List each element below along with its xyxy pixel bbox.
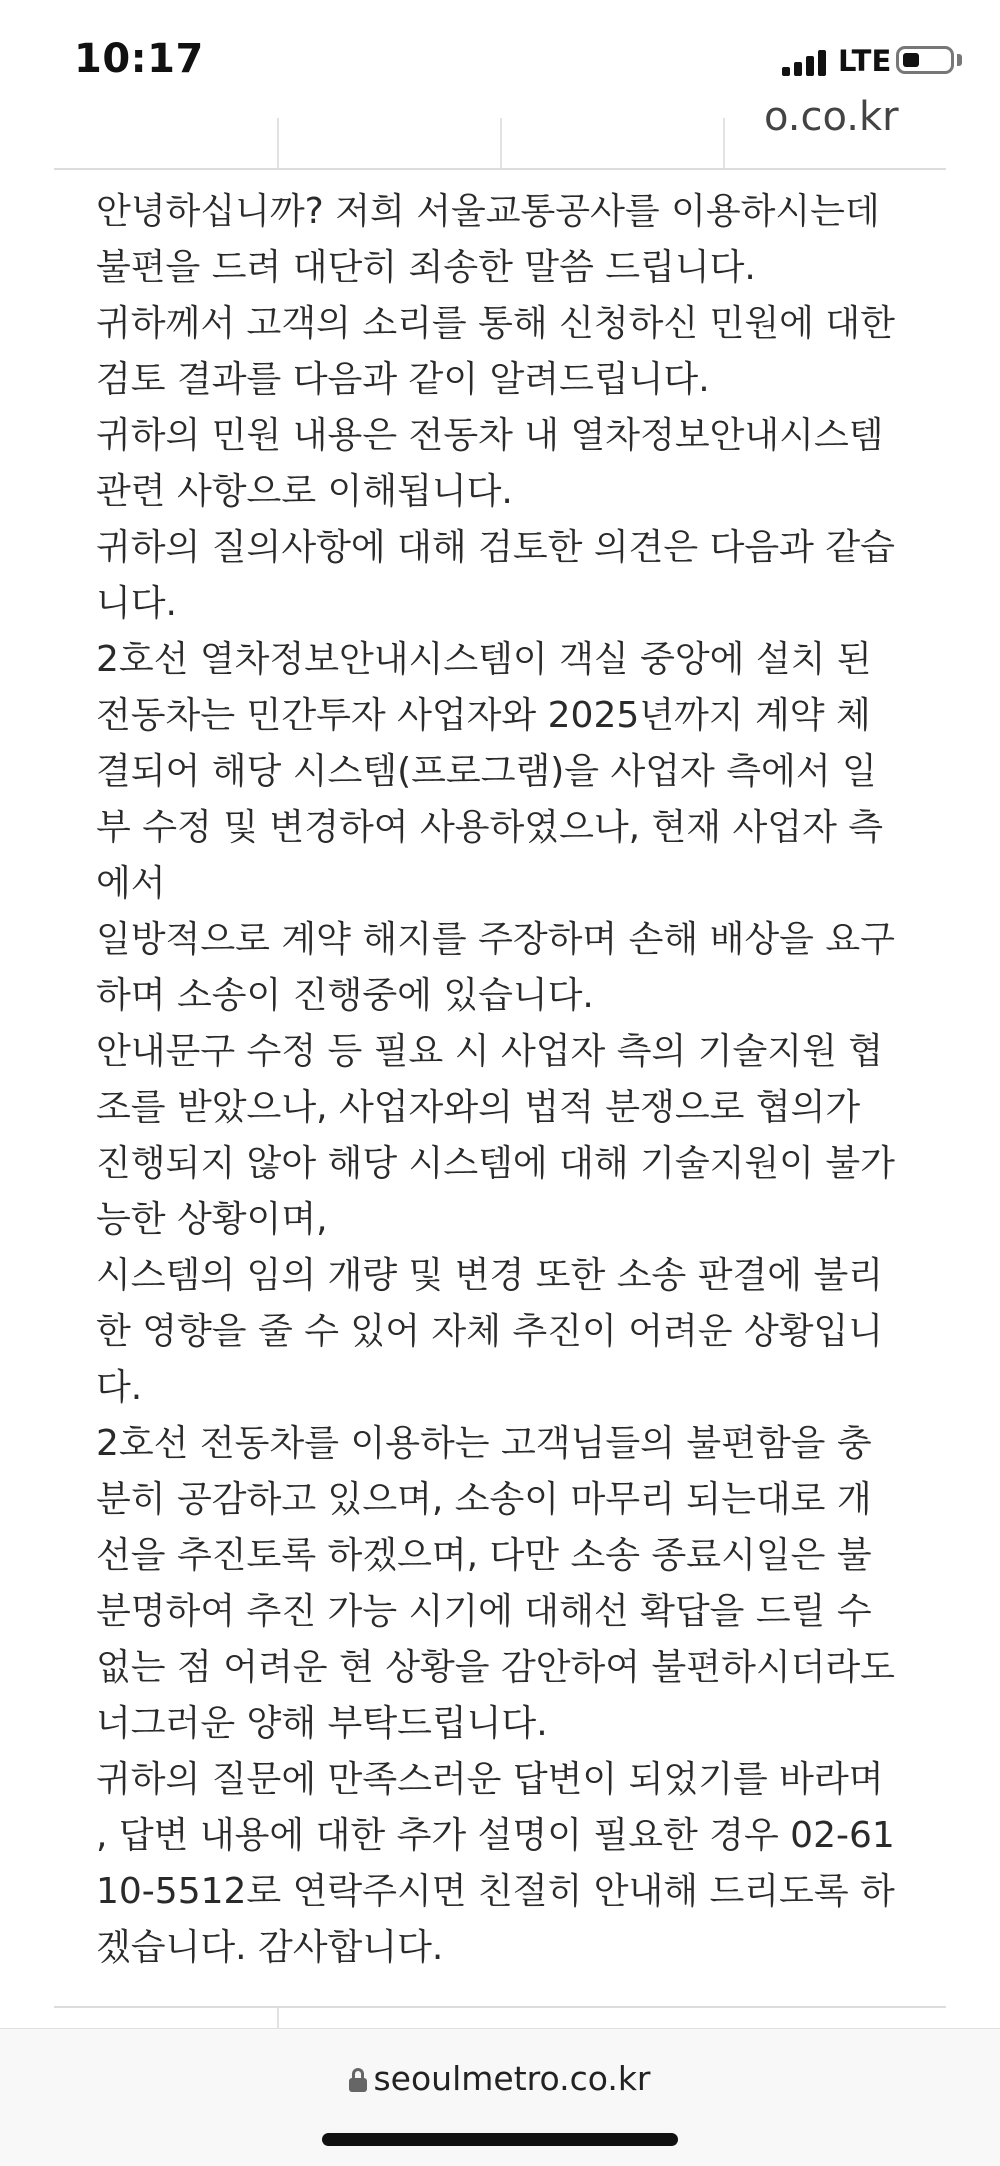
response-line: 귀하의 질의사항에 대해 검토한 의견은 다음과 같습: [96, 527, 895, 568]
response-line: 검토 결과를 다음과 같이 알려드립니다.: [96, 359, 710, 400]
response-line: 시스템의 임의 개량 및 변경 또한 소송 판결에 불리: [96, 1255, 884, 1296]
response-line: , 답변 내용에 대한 추가 설명이 필요한 경우 02-61: [96, 1815, 895, 1856]
network-type: LTE: [838, 44, 892, 78]
battery-icon: [896, 46, 954, 74]
response-line: 2호선 전동차를 이용하는 고객님들의 불편함을 충: [96, 1423, 872, 1464]
response-line: 분히 공감하고 있으며, 소송이 마무리 되는대로 개: [96, 1479, 872, 1520]
response-line: 조를 받았으나, 사업자와의 법적 분쟁으로 협의가: [96, 1087, 861, 1128]
response-line: 불편을 드려 대단히 죄송한 말씀 드립니다.: [96, 247, 756, 288]
table-cell-text: o.co.kr: [764, 94, 899, 140]
lock-icon: [349, 2068, 367, 2092]
response-line: 하며 소송이 진행중에 있습니다.: [96, 975, 594, 1016]
cellular-signal-icon: [782, 50, 828, 76]
status-time: 10:17: [74, 36, 204, 82]
info-table-top: [54, 94, 946, 170]
response-line: 귀하의 민원 내용은 전동차 내 열차정보안내시스템: [96, 415, 884, 456]
response-line: 선을 추진토록 하겠으며, 다만 소송 종료시일은 불: [96, 1535, 872, 1576]
response-line: 니다.: [96, 583, 177, 624]
response-line: 10-5512로 연락주시면 친절히 안내해 드리도록 하: [96, 1871, 895, 1912]
response-line: 분명하여 추진 가능 시기에 대해선 확답을 드릴 수: [96, 1591, 872, 1632]
response-line: 진행되지 않아 해당 시스템에 대해 기술지원이 불가: [96, 1143, 895, 1184]
battery-tip: [957, 54, 962, 66]
response-line: 겠습니다. 감사합니다.: [96, 1927, 444, 1968]
response-line: 관련 사항으로 이해됩니다.: [96, 471, 513, 512]
response-line: 안녕하십니까? 저희 서울교통공사를 이용하시는데: [96, 191, 880, 232]
response-line: 능한 상황이며,: [96, 1199, 328, 1240]
response-body: [96, 184, 931, 1976]
response-line: 너그러운 양해 부탁드립니다.: [96, 1703, 548, 1744]
response-line: 한 영향을 줄 수 있어 자체 추진이 어려운 상황입니: [96, 1311, 884, 1352]
response-line: 2호선 열차정보안내시스템이 객실 중앙에 설치 된: [96, 639, 872, 680]
browser-url-bar[interactable]: [0, 2028, 1000, 2166]
response-line: 안내문구 수정 등 필요 시 사업자 측의 기술지원 협: [96, 1031, 884, 1072]
response-line: 귀하의 질문에 만족스러운 답변이 되었기를 바라며: [96, 1759, 884, 1800]
response-line: 부 수정 및 변경하여 사용하였으나, 현재 사업자 측: [96, 807, 884, 848]
response-line: 에서: [96, 863, 166, 904]
url-text[interactable]: seoulmetro.co.kr: [373, 2059, 651, 2098]
response-line: 귀하께서 고객의 소리를 통해 신청하신 민원에 대한: [96, 303, 895, 344]
home-indicator[interactable]: [322, 2133, 678, 2146]
response-line: 결되어 해당 시스템(프로그램)을 사업자 측에서 일: [96, 751, 877, 792]
response-line: 없는 점 어려운 현 상황을 감안하여 불편하시더라도: [96, 1647, 895, 1688]
info-table-bottom: [54, 2006, 946, 2030]
response-line: 전동차는 민간투자 사업자와 2025년까지 계약 체: [96, 695, 871, 736]
response-line: 다.: [96, 1367, 143, 1408]
response-line: 일방적으로 계약 해지를 주장하며 손해 배상을 요구: [96, 919, 895, 960]
